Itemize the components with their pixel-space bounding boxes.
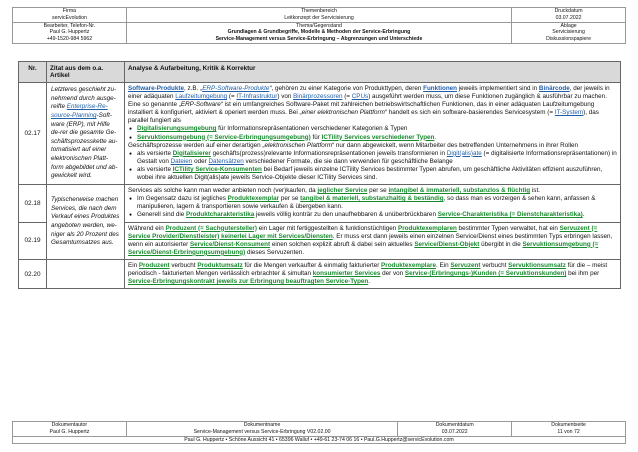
column-header-nr: Nr.	[19, 62, 47, 83]
header-bearbeiter: Bearbeiter, Telefon-Nr. Paul G. Huppertz +49-1520-984 5962	[13, 22, 127, 43]
table-header-row	[19, 62, 621, 83]
analysis-cell: Ein Produzent verbucht Produktumsatz für die Mengen verkaufter & einmalig fakturierter Produktexemplare. Ein Servuzent verbucht Servuktionsumsatz für die – meist periodisch - fakturierten Mengen verlässlich erbrachter & simultan konsumierter Services der von Service-(Erbringungs-)Kunden (= Servuktionskunden) bei ihm per Service-Erbringungskontrakt jeweils zur Erbringung beauftragten Service-Typen.	[125, 259, 621, 288]
document-header	[12, 7, 626, 44]
row-number: 02.19	[19, 222, 47, 259]
quote-cell: Letzteres geschieht zu-nehmend durch ausge-reifte Enterprise-Re-source-Planning-Soft-ware (ERP), mit Hilfe de-rer die gesamte Ge-schäftsprozesskette au-tomatisiert auf einer elektronischen Platt-form abgebildet und ab-gewickelt wird.	[47, 83, 125, 185]
quote-cell	[47, 259, 125, 288]
table-row	[19, 259, 621, 288]
erp-link[interactable]: Enterprise-Re-source-Planning	[51, 103, 108, 120]
table-row	[19, 83, 621, 185]
row-number: 02.20	[19, 259, 47, 288]
row-number: 02.17	[19, 83, 47, 185]
header-thema: Thema/Gegenstand Grundlagen & Grundbegriffe, Modelle & Methoden der Service-Erbringung Service-Management versus Service-Erbringung – Abgrenzungen und Unterschiede	[126, 22, 511, 43]
analysis-cell: Während ein Produzent (= Sachgutersteller) ein Lager mit fertiggestellten & funktionstüchtigen Produktexemplaren bestimmter Typen verwaltet, hat ein Servuzent (= Service Provider/Dienstleister) keinerlei Lager mit Services/Diensten. Er muss erst dann jeweils einen einzelnen Service/Dienst eines bestimmten Typs erbringen lassen, wenn ein autorisierter Service/Dienst-Konsument einen solchen explizit abruft & dabei sein aktuelles Service/Dienst-Objekt übergibt in die Servuktionsumgebung (= Service/Dienst-Erbringungsumgebung) dieses Servuzenten.	[125, 222, 621, 259]
header-firma: Firma servicEvolution	[13, 8, 127, 23]
column-header-zitat: Zitat aus dem o.a. Artikel	[47, 62, 125, 83]
analysis-table	[18, 61, 621, 289]
row-number: 02.18	[19, 185, 47, 222]
header-ablage: Ablage Servicisierung Diskussionspapiere	[512, 22, 626, 43]
analysis-cell: Software-Produkte, z.B. „ERP-Software-Produkte“, gehören zu einer Kategorie von Produkttypen, deren Funktionen jeweils implementiert sind in Binärcode, der jeweils in einer adäquaten Laufzeitumgebung (= IT-Infrastruktur) von Binärprozessoren (= CPUs) ausgeführt werden muss, um diese Funktionen zugänglich & ausführbar zu machen. Eine so genannte „ERP-Software“ ist ein umfangreiches Software-Paket mit zahlreichen betriebswirtschaftlichen Funktionen, das in einer adäquaten Laufzeitumgebung installiert & konfiguriert, aktiviert & operiert werden muss. Bei „einer elektronischen Plattform“ handelt es sich ein software-basierendes Servicesystem (= IT-System), das parallel fungiert als ● Digitalisierungsumgebung für Informationsrepräsentationen verschiedener Kategorien & Typen ● Servuktionsumgebung (= Service-Erbringungsumgebung) für ICTility Services verschiedener Typen. Geschäftsprozesse werden auf einer derartigen „elektronischen Plattform“ nur dann abgewickelt, wenn Mitarbeiter des betreffenden Unternehmens in ihrer Rollen ● als versierte Digitalisierer geschäfts(prozess)relevante Informationsrepräsentationen jeweils transformieren in Digit(alis)ate (= digitalisierte Informationsrepräsentationen) in Gestalt von Dateien oder Datensätzen verschiedener Formate, die sie dann verwenden für geschäftliche Belange ● als versierte ICTility Service-Konsumenten bei Bedarf jeweils einzelne ICTility Services bestimmter Typen abrufen, um geschäftliche Aktivitäten effizient auszuführen, wobei ihre aktuellen Digit(alis)ate jeweils Service-Objekte dieser ICTility Services sind.	[125, 83, 621, 185]
footer-dokumentname: Dokumentname Service-Management versus Service-Erbringung V02.02.00	[126, 422, 397, 437]
header-druckdatum: Druckdatum 03.07.2022	[512, 8, 626, 23]
header-themenbereich: Themenbereich Leitkonzept der Servicisierung	[126, 8, 511, 23]
table-row	[19, 185, 621, 222]
footer-address: Paul G. Huppertz • Schöne Aussicht 41 • 65396 Walluf • +49-61 23-74 06 16 • Paul.G.Huppertz@servicEvolution.com	[13, 436, 626, 444]
quote-cell: Typischerweise machen Services, die nach dem Verkauf eines Produktes angeboten werden, we-niger als 20 Prozent des Gesamtumsatzes aus.	[47, 185, 125, 260]
footer-dokumentdatum: Dokumentdatum 03.07.2022	[398, 422, 512, 437]
analysis-cell: Services als solche kann man weder anbieten noch (ver)kaufen, da jeglicher Service per se intangibel & immateriell, substanzlos & flüchtig ist. ● Im Gegensatz dazu ist jegliches Produktexemplar per se tangibel & materiell, substanzhaltig & beständig, so dass man es vorzeigen & sehen kann, anfassen & manipulieren, lagern & transportieren sowie verkaufen & übergeben kann. ● Generell sind die Produktcharakteristika jeweils völlig konträr zu den unaufhebbaren & unüberbrückbaren Service-Charakteristika (= Dienstcharakteristika).	[125, 185, 621, 222]
footer-dokumentseite: Dokumentseite 11 von 72	[512, 422, 626, 437]
footer-autor: Dokumentautor Paul G. Huppertz	[13, 422, 127, 437]
column-header-analyse: Analyse & Aufarbeitung, Kritik & Korrektur	[125, 62, 621, 83]
document-footer	[12, 421, 626, 444]
